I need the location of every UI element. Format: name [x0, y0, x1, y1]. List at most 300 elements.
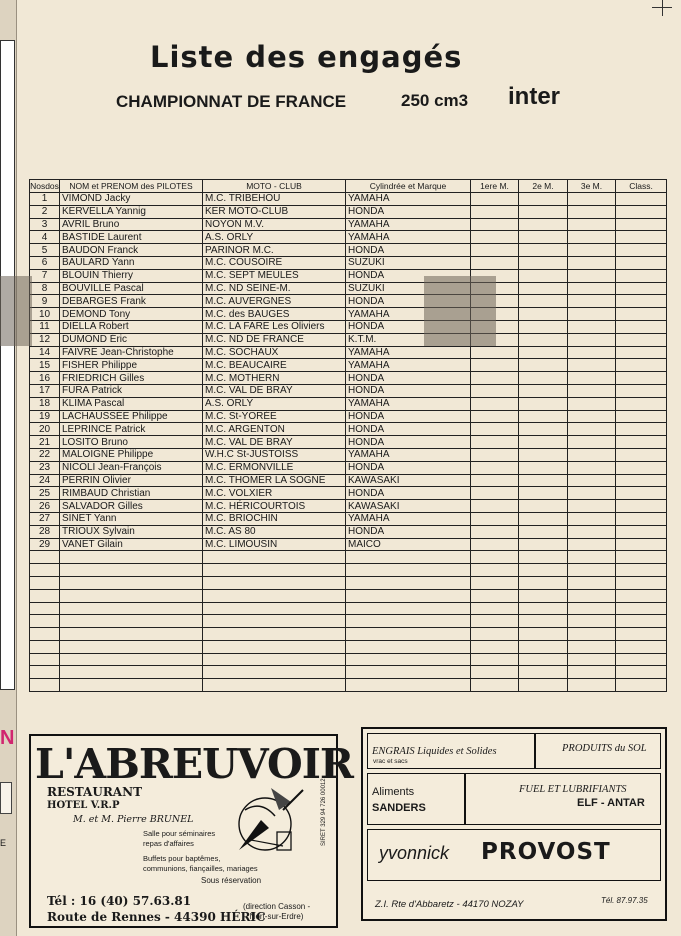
result-cell: [471, 525, 519, 538]
pilot-name: LOSITO Bruno: [60, 436, 203, 449]
empty-cell: [60, 653, 203, 666]
result-cell: [616, 500, 667, 513]
abreuvoir-phone: Tél : 16 (40) 57.63.81: [47, 894, 192, 908]
pilot-name: KERVELLA Yannig: [60, 205, 203, 218]
empty-cell: [60, 564, 203, 577]
empty-cell: [519, 628, 568, 641]
result-cell: [568, 512, 616, 525]
empty-cell: [471, 551, 519, 564]
entry-list-table: [29, 179, 667, 692]
bib-number: 10: [30, 308, 60, 321]
make: HONDA: [346, 487, 471, 500]
provost-aliments: Aliments: [372, 786, 415, 798]
pilot-name: MALOIGNE Philippe: [60, 448, 203, 461]
result-cell: [519, 333, 568, 346]
make: K.T.M.: [346, 333, 471, 346]
empty-cell: [519, 589, 568, 602]
bib-number: 26: [30, 500, 60, 513]
empty-row: [30, 551, 667, 564]
make: SUZUKI: [346, 256, 471, 269]
provost-first-name: yvonnick: [379, 843, 450, 863]
result-cell: [471, 372, 519, 385]
moto-club: M.C. AUVERGNES: [203, 295, 346, 308]
bib-number: 6: [30, 256, 60, 269]
table-row: [30, 205, 667, 218]
moto-club: M.C. ND SEINE-M.: [203, 282, 346, 295]
pilot-name: KLIMA Pascal: [60, 397, 203, 410]
make: HONDA: [346, 525, 471, 538]
result-cell: [616, 410, 667, 423]
result-cell: [568, 448, 616, 461]
result-cell: [519, 436, 568, 449]
empty-cell: [616, 628, 667, 641]
result-cell: [519, 282, 568, 295]
table-row: [30, 244, 667, 257]
empty-cell: [346, 640, 471, 653]
empty-row: [30, 615, 667, 628]
empty-row: [30, 628, 667, 641]
moto-club: M.C. AS 80: [203, 525, 346, 538]
empty-cell: [471, 653, 519, 666]
moto-club: NOYON M.V.: [203, 218, 346, 231]
bib-number: 11: [30, 320, 60, 333]
result-cell: [616, 333, 667, 346]
empty-cell: [471, 589, 519, 602]
column-header: NOM et PRENOM des PILOTES: [60, 180, 203, 193]
provost-engrais: ENGRAIS Liquides et Solides: [372, 746, 497, 757]
bib-number: 2: [30, 205, 60, 218]
pilot-name: PERRIN Olivier: [60, 474, 203, 487]
table-row: [30, 487, 667, 500]
column-header: Class.: [616, 180, 667, 193]
empty-cell: [60, 576, 203, 589]
make: KAWASAKI: [346, 474, 471, 487]
moto-club: M.C. ARGENTON: [203, 423, 346, 436]
result-cell: [471, 384, 519, 397]
abreuvoir-buffets-2: communions, fiançailles, mariages: [143, 864, 258, 873]
abreuvoir-seminars-2: repas d'affaires: [143, 839, 194, 848]
abreuvoir-hotel: HOTEL V.R.P: [47, 800, 120, 811]
abreuvoir-buffets-1: Buffets pour baptêmes,: [143, 854, 221, 863]
provost-aliments-cell: [367, 773, 465, 825]
result-cell: [616, 193, 667, 206]
table-row: [30, 500, 667, 513]
table-row: [30, 410, 667, 423]
result-cell: [519, 384, 568, 397]
empty-cell: [471, 679, 519, 692]
result-cell: [568, 256, 616, 269]
bib-number: 17: [30, 384, 60, 397]
empty-cell: [30, 640, 60, 653]
provost-phone: Tél. 87.97.35: [601, 896, 648, 905]
empty-cell: [616, 551, 667, 564]
empty-cell: [616, 666, 667, 679]
empty-cell: [568, 576, 616, 589]
result-cell: [616, 269, 667, 282]
championship-title: CHAMPIONNAT DE FRANCE: [116, 92, 347, 111]
table-header-row: [30, 180, 667, 193]
make: YAMAHA: [346, 218, 471, 231]
table-row: [30, 423, 667, 436]
empty-row: [30, 653, 667, 666]
moto-club: M.C. ND DE FRANCE: [203, 333, 346, 346]
result-cell: [471, 205, 519, 218]
empty-cell: [471, 640, 519, 653]
abreuvoir-direction: [243, 902, 310, 922]
empty-cell: [60, 551, 203, 564]
result-cell: [471, 244, 519, 257]
table-row: [30, 231, 667, 244]
pilot-name: NICOLI Jean-François: [60, 461, 203, 474]
make: YAMAHA: [346, 193, 471, 206]
empty-cell: [30, 564, 60, 577]
empty-cell: [203, 615, 346, 628]
result-cell: [471, 256, 519, 269]
result-cell: [568, 423, 616, 436]
abreuvoir-direction-2: Nort-sur-Erdre): [249, 912, 304, 921]
moto-club: W.H.C St-JUSTOISS: [203, 448, 346, 461]
result-cell: [568, 333, 616, 346]
moto-club: M.C. VAL DE BRAY: [203, 384, 346, 397]
result-cell: [519, 474, 568, 487]
table-row: [30, 372, 667, 385]
make: YAMAHA: [346, 359, 471, 372]
moto-club: M.C. TRIBEHOU: [203, 193, 346, 206]
result-cell: [616, 384, 667, 397]
pilot-name: TRIOUX Sylvain: [60, 525, 203, 538]
provost-fuel: FUEL ET LUBRIFIANTS: [519, 784, 627, 795]
result-cell: [471, 487, 519, 500]
empty-cell: [60, 615, 203, 628]
result-cell: [568, 193, 616, 206]
table-row: [30, 512, 667, 525]
column-header: Cylindrée et Marque: [346, 180, 471, 193]
make: HONDA: [346, 384, 471, 397]
empty-cell: [471, 628, 519, 641]
empty-cell: [60, 602, 203, 615]
make: HONDA: [346, 436, 471, 449]
make: HONDA: [346, 320, 471, 333]
make: YAMAHA: [346, 346, 471, 359]
make: HONDA: [346, 461, 471, 474]
result-cell: [568, 436, 616, 449]
result-cell: [568, 320, 616, 333]
empty-cell: [519, 653, 568, 666]
empty-cell: [616, 615, 667, 628]
bib-number: 19: [30, 410, 60, 423]
empty-cell: [30, 576, 60, 589]
table-row: [30, 436, 667, 449]
result-cell: [519, 538, 568, 551]
engine-class: 250 cm3: [401, 91, 469, 110]
result-cell: [568, 487, 616, 500]
result-cell: [616, 320, 667, 333]
pilot-name: DUMOND Éric: [60, 333, 203, 346]
result-cell: [519, 308, 568, 321]
result-cell: [616, 256, 667, 269]
result-cell: [471, 448, 519, 461]
result-cell: [616, 372, 667, 385]
empty-cell: [568, 602, 616, 615]
pilot-name: LEPRINCE Patrick: [60, 423, 203, 436]
empty-cell: [30, 589, 60, 602]
result-cell: [471, 538, 519, 551]
result-cell: [616, 346, 667, 359]
result-cell: [519, 461, 568, 474]
result-cell: [568, 308, 616, 321]
moto-club: M.C. THOMER LA SOGNE: [203, 474, 346, 487]
abreuvoir-logo: L'ABREUVOIR: [35, 740, 353, 788]
empty-cell: [346, 653, 471, 666]
empty-cell: [616, 564, 667, 577]
empty-cell: [60, 679, 203, 692]
empty-cell: [203, 551, 346, 564]
moto-club: M.C. VOLXIER: [203, 487, 346, 500]
result-cell: [568, 295, 616, 308]
result-cell: [519, 218, 568, 231]
empty-cell: [346, 679, 471, 692]
empty-cell: [346, 564, 471, 577]
result-cell: [616, 218, 667, 231]
empty-row: [30, 576, 667, 589]
result-cell: [471, 359, 519, 372]
result-cell: [616, 244, 667, 257]
table-row: [30, 525, 667, 538]
pilot-name: FISHER Philippe: [60, 359, 203, 372]
empty-cell: [471, 666, 519, 679]
result-cell: [471, 410, 519, 423]
empty-cell: [519, 679, 568, 692]
bib-number: 20: [30, 423, 60, 436]
result-cell: [519, 295, 568, 308]
bib-number: 25: [30, 487, 60, 500]
moto-club: M.C. COUSOIRE: [203, 256, 346, 269]
moto-club: M.C. des BAUGES: [203, 308, 346, 321]
empty-row: [30, 564, 667, 577]
moto-club: M.C. MOTHERN: [203, 372, 346, 385]
moto-club: PARINOR M.C.: [203, 244, 346, 257]
pilot-name: VANET Gilain: [60, 538, 203, 551]
make: HONDA: [346, 410, 471, 423]
empty-cell: [471, 602, 519, 615]
empty-cell: [568, 628, 616, 641]
moto-club: A.S. ORLY: [203, 231, 346, 244]
empty-cell: [60, 589, 203, 602]
make: SUZUKI: [346, 282, 471, 295]
empty-cell: [519, 666, 568, 679]
make: YAMAHA: [346, 448, 471, 461]
result-cell: [471, 423, 519, 436]
empty-row: [30, 666, 667, 679]
pilot-name: BLOUIN Thierry: [60, 269, 203, 282]
empty-cell: [203, 679, 346, 692]
result-cell: [568, 538, 616, 551]
bib-number: 27: [30, 512, 60, 525]
empty-cell: [203, 653, 346, 666]
pilot-name: SINET Yann: [60, 512, 203, 525]
empty-cell: [519, 576, 568, 589]
pilot-name: DEBARGES Frank: [60, 295, 203, 308]
make: HONDA: [346, 269, 471, 282]
result-cell: [616, 538, 667, 551]
table-row: [30, 218, 667, 231]
empty-cell: [30, 628, 60, 641]
make: HONDA: [346, 372, 471, 385]
result-cell: [568, 282, 616, 295]
result-cell: [616, 461, 667, 474]
result-cell: [616, 308, 667, 321]
registration-mark-icon: [652, 0, 672, 16]
result-cell: [616, 295, 667, 308]
make: HONDA: [346, 244, 471, 257]
empty-cell: [30, 653, 60, 666]
result-cell: [471, 512, 519, 525]
result-cell: [568, 346, 616, 359]
empty-cell: [203, 640, 346, 653]
empty-cell: [568, 615, 616, 628]
result-cell: [519, 205, 568, 218]
moto-club: A.S. ORLY: [203, 397, 346, 410]
abreuvoir-direction-1: (direction Casson -: [243, 902, 311, 911]
result-cell: [471, 218, 519, 231]
bib-number: 28: [30, 525, 60, 538]
scan-shadow-block: [424, 276, 496, 346]
provost-vrac: vrac et sacs: [373, 758, 408, 765]
empty-cell: [203, 576, 346, 589]
empty-cell: [30, 602, 60, 615]
bib-number: 22: [30, 448, 60, 461]
result-cell: [471, 474, 519, 487]
pilot-name: BAUDON Franck: [60, 244, 203, 257]
moto-club: M.C. VAL DE BRAY: [203, 436, 346, 449]
empty-cell: [568, 589, 616, 602]
pilot-name: AVRIL Bruno: [60, 218, 203, 231]
empty-cell: [616, 640, 667, 653]
empty-cell: [568, 666, 616, 679]
result-cell: [616, 359, 667, 372]
make: YAMAHA: [346, 231, 471, 244]
empty-cell: [616, 589, 667, 602]
empty-cell: [30, 679, 60, 692]
empty-cell: [203, 564, 346, 577]
bib-number: 23: [30, 461, 60, 474]
empty-row: [30, 679, 667, 692]
empty-cell: [203, 666, 346, 679]
table-row: [30, 359, 667, 372]
result-cell: [568, 410, 616, 423]
provost-sanders: SANDERS: [372, 802, 426, 814]
result-cell: [519, 320, 568, 333]
empty-cell: [471, 564, 519, 577]
result-cell: [616, 397, 667, 410]
empty-cell: [346, 551, 471, 564]
result-cell: [616, 525, 667, 538]
make: MAICO: [346, 538, 471, 551]
empty-cell: [30, 666, 60, 679]
empty-cell: [471, 615, 519, 628]
moto-club: KER MOTO-CLUB: [203, 205, 346, 218]
moto-club: M.C. SEPT MEULES: [203, 269, 346, 282]
result-cell: [568, 384, 616, 397]
make: YAMAHA: [346, 512, 471, 525]
adjacent-page-box-small: [0, 782, 12, 814]
empty-cell: [568, 640, 616, 653]
abreuvoir-reservation: Sous réservation: [201, 876, 262, 885]
abreuvoir-advertisement: [29, 734, 353, 928]
result-cell: [568, 205, 616, 218]
empty-cell: [616, 653, 667, 666]
empty-row: [30, 589, 667, 602]
empty-cell: [568, 564, 616, 577]
moto-club: M.C. BEAUCAIRE: [203, 359, 346, 372]
table-row: [30, 474, 667, 487]
empty-cell: [616, 679, 667, 692]
result-cell: [568, 372, 616, 385]
bib-number: 12: [30, 333, 60, 346]
abreuvoir-siret: SIRET 329 94 726 00012: [321, 778, 327, 846]
moto-club: M.C. ERMONVILLE: [203, 461, 346, 474]
result-cell: [519, 231, 568, 244]
provost-advertisement: [361, 727, 667, 921]
result-cell: [568, 269, 616, 282]
moto-club: M.C. SOCHAUX: [203, 346, 346, 359]
scan-shadow-left: [0, 276, 32, 346]
result-cell: [471, 346, 519, 359]
bib-number: 16: [30, 372, 60, 385]
result-cell: [616, 231, 667, 244]
result-cell: [568, 461, 616, 474]
table-row: [30, 346, 667, 359]
empty-cell: [60, 628, 203, 641]
empty-cell: [519, 640, 568, 653]
pilot-name: VIMOND Jacky: [60, 193, 203, 206]
table-row: [30, 320, 667, 333]
result-cell: [471, 193, 519, 206]
empty-cell: [60, 640, 203, 653]
bib-number: 14: [30, 346, 60, 359]
pilot-name: BAULARD Yann: [60, 256, 203, 269]
empty-cell: [346, 576, 471, 589]
make: HONDA: [346, 295, 471, 308]
result-cell: [519, 193, 568, 206]
column-header: 2e M.: [519, 180, 568, 193]
adjacent-page-edge: [0, 0, 17, 936]
moto-club: M.C. LA FARE Les Oliviers: [203, 320, 346, 333]
abreuvoir-restaurant: RESTAURANT: [47, 785, 143, 799]
empty-cell: [346, 666, 471, 679]
result-cell: [616, 448, 667, 461]
make: HONDA: [346, 423, 471, 436]
empty-cell: [346, 602, 471, 615]
table-row: [30, 295, 667, 308]
result-cell: [519, 512, 568, 525]
table-row: [30, 538, 667, 551]
pilot-name: FURA Patrick: [60, 384, 203, 397]
empty-cell: [616, 576, 667, 589]
result-cell: [568, 218, 616, 231]
column-header: MOTO - CLUB: [203, 180, 346, 193]
empty-cell: [203, 602, 346, 615]
result-cell: [519, 410, 568, 423]
result-cell: [519, 500, 568, 513]
adjacent-page-letter: N: [0, 727, 15, 749]
result-cell: [616, 487, 667, 500]
empty-cell: [519, 551, 568, 564]
abreuvoir-owner: M. et M. Pierre BRUNEL: [73, 814, 194, 825]
empty-row: [30, 640, 667, 653]
table-row: [30, 397, 667, 410]
bib-number: 3: [30, 218, 60, 231]
